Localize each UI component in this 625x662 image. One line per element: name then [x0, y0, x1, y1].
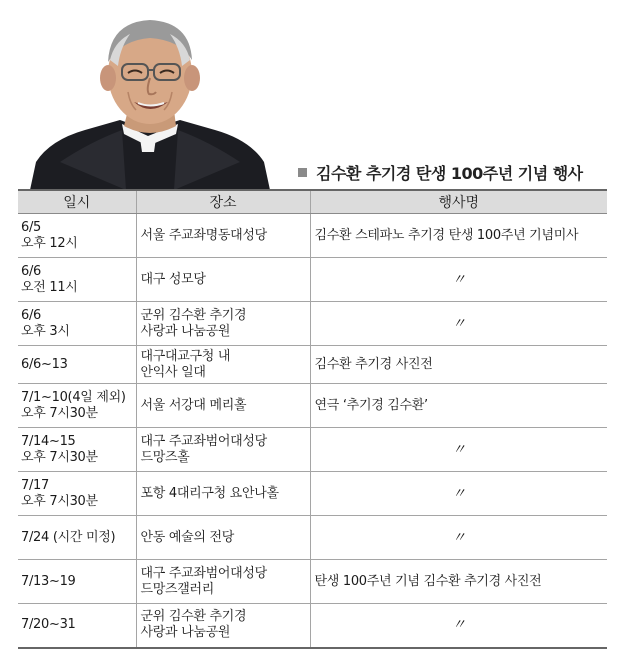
event-cell: 〃 — [310, 604, 607, 648]
event-cell: 〃 — [310, 428, 607, 472]
date-line: 6/6~13 — [21, 356, 68, 372]
date-line: 오전 11시 — [21, 279, 78, 295]
table-row — [18, 560, 607, 604]
date-line: 6/5 — [21, 219, 42, 235]
table-row — [18, 214, 607, 258]
place-line: 사랑과 나눔공원 — [140, 625, 231, 641]
place-cell — [136, 302, 310, 346]
event-cell: 김수환 스테파노 추기경 탄생 100주년 기념미사 — [310, 214, 607, 258]
place-cell — [136, 384, 310, 428]
date-line: 오후 7시30분 — [21, 493, 98, 509]
place-cell — [136, 604, 310, 648]
date-cell — [18, 428, 136, 472]
place-line: 군위 김수환 추기경 — [140, 609, 247, 625]
date-cell — [18, 560, 136, 604]
event-cell: 〃 — [310, 302, 607, 346]
event-cell: 〃 — [310, 258, 607, 302]
place-cell — [136, 346, 310, 384]
place-line: 드망즈홀 — [140, 449, 190, 465]
date-cell — [18, 472, 136, 516]
place-line: 군위 김수환 추기경 — [140, 307, 247, 323]
date-line: 오후 7시30분 — [21, 449, 98, 465]
title-bullet-icon — [298, 168, 307, 177]
table-row — [18, 428, 607, 472]
date-line: 7/20~31 — [21, 617, 76, 633]
event-cell: 〃 — [310, 516, 607, 560]
place-cell — [136, 428, 310, 472]
date-line: 7/13~19 — [21, 573, 76, 589]
date-cell — [18, 604, 136, 648]
place-line: 대구대교구청 내 — [140, 348, 231, 364]
event-schedule-table — [18, 189, 607, 649]
header-event: 행사명 — [310, 190, 607, 214]
place-cell — [136, 516, 310, 560]
place-line: 서울 주교좌명동대성당 — [140, 227, 267, 243]
place-cell — [136, 472, 310, 516]
date-line: 7/24 (시간 미정) — [21, 529, 116, 545]
event-cell: 김수환 추기경 사진전 — [310, 346, 607, 384]
date-cell — [18, 516, 136, 560]
event-cell: 연극 ‘추기경 김수환’ — [310, 384, 607, 428]
place-line: 대구 주교좌범어대성당 — [140, 433, 267, 449]
place-line: 포항 4대리구청 요안나홀 — [140, 485, 279, 501]
page-title: 김수환 추기경 탄생 100주년 기념 행사 — [316, 164, 583, 183]
title-block — [298, 161, 583, 184]
date-cell — [18, 384, 136, 428]
table-row — [18, 516, 607, 560]
date-line: 6/6 — [21, 307, 42, 323]
place-line: 안동 예술의 전당 — [140, 529, 234, 545]
event-cell: 〃 — [310, 472, 607, 516]
date-line: 7/14~15 — [21, 433, 76, 449]
table-row — [18, 604, 607, 648]
table-row — [18, 384, 607, 428]
date-line: 7/17 — [21, 477, 49, 493]
place-line: 안익사 일대 — [140, 364, 206, 380]
table-row — [18, 346, 607, 384]
date-line: 오후 12시 — [21, 235, 78, 251]
table-row — [18, 302, 607, 346]
date-cell — [18, 214, 136, 258]
place-cell — [136, 560, 310, 604]
date-line: 오후 7시30분 — [21, 405, 98, 421]
date-cell — [18, 346, 136, 384]
date-line: 7/1~10(4일 제외) — [21, 389, 126, 405]
date-line: 6/6 — [21, 263, 42, 279]
place-cell — [136, 258, 310, 302]
place-line: 드망즈갤러리 — [140, 581, 215, 597]
event-cell: 탄생 100주년 기념 김수환 추기경 사진전 — [310, 560, 607, 604]
place-line: 사랑과 나눔공원 — [140, 323, 231, 339]
table-row — [18, 472, 607, 516]
date-cell — [18, 258, 136, 302]
place-cell — [136, 214, 310, 258]
date-cell — [18, 302, 136, 346]
table-row — [18, 258, 607, 302]
place-line: 대구 성모당 — [140, 271, 206, 287]
place-line: 서울 서강대 메리홀 — [140, 397, 247, 413]
table-header-row — [18, 190, 607, 214]
header-place: 장소 — [136, 190, 310, 214]
place-line: 대구 주교좌범어대성당 — [140, 565, 267, 581]
header-date: 일시 — [18, 190, 136, 214]
cardinal-portrait-image — [30, 12, 270, 190]
date-line: 오후 3시 — [21, 323, 70, 339]
